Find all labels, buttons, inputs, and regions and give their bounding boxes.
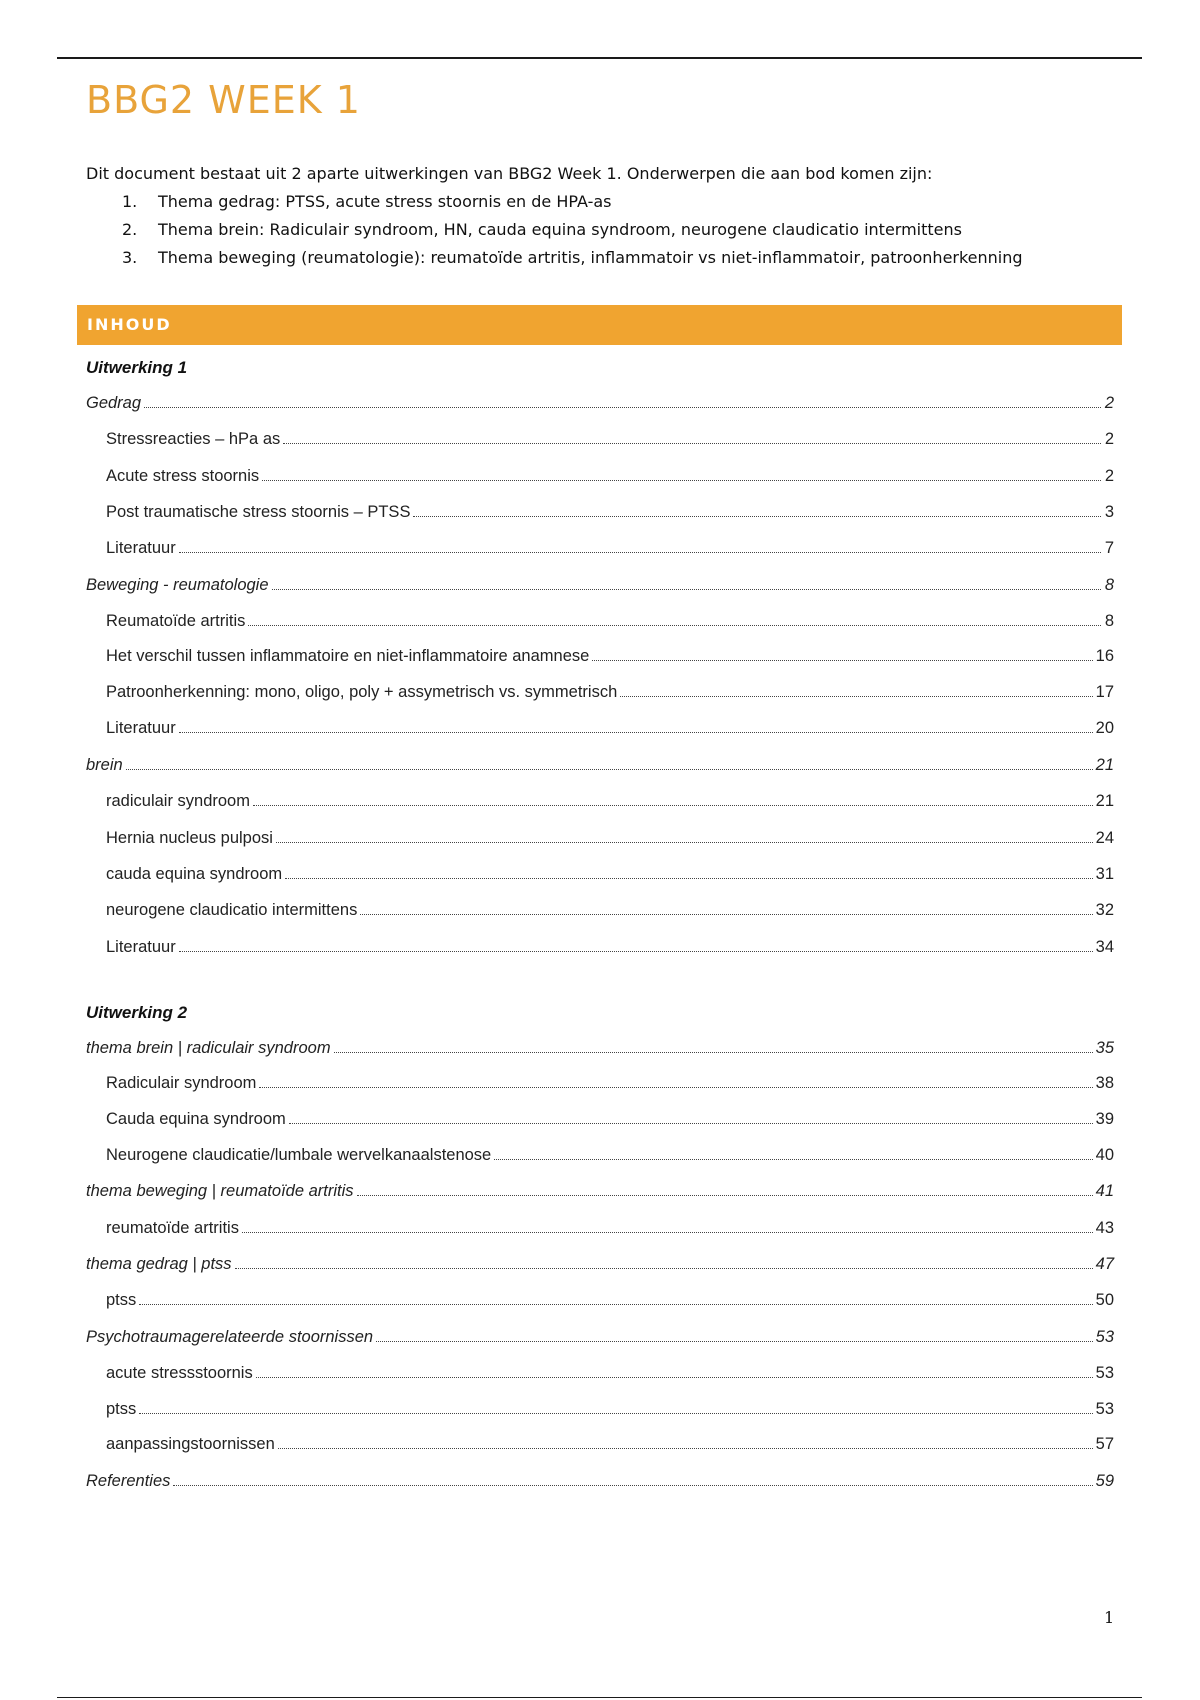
toc-leader — [360, 914, 1092, 915]
toc-entry[interactable] — [106, 612, 1114, 631]
toc-entry-label: aanpassingstoornissen — [106, 1435, 275, 1453]
toc-entry-page: 16 — [1095, 647, 1114, 665]
toc-entry-label: Literatuur — [106, 938, 176, 956]
toc-entry-label: Literatuur — [106, 539, 176, 557]
toc-entry-label: thema beweging | reumatoïde artritis — [86, 1182, 354, 1200]
toc-leader — [376, 1341, 1093, 1342]
toc-leader — [173, 1485, 1092, 1486]
toc-entry-label: Hernia nucleus pulposi — [106, 829, 273, 847]
topic-item — [122, 192, 1023, 220]
toc-entry-label: Reumatoïde artritis — [106, 612, 246, 630]
toc-entry[interactable] — [86, 576, 1114, 595]
toc-entry-label: thema brein | radiculair syndroom — [86, 1039, 331, 1057]
toc-leader — [289, 1123, 1093, 1124]
toc-entry-page: 50 — [1095, 1291, 1114, 1309]
toc-entry-page: 43 — [1095, 1219, 1114, 1237]
toc-entry[interactable] — [106, 467, 1114, 486]
toc-entry-page: 59 — [1095, 1472, 1114, 1490]
toc-leader — [413, 516, 1101, 517]
bottom-rule — [57, 1697, 1142, 1698]
toc-entry-page: 8 — [1104, 612, 1114, 630]
toc-entry-page: 2 — [1104, 467, 1114, 485]
toc-entry-label: cauda equina syndroom — [106, 865, 283, 883]
toc-entry[interactable] — [106, 719, 1114, 738]
toc-entry-label: neurogene claudicatio intermittens — [106, 901, 358, 919]
toc-entry-page: 21 — [1095, 792, 1114, 810]
topic-text: Thema beweging (reumatologie): reumatoïde artritis, inflammatoir vs niet-inflammatoir, patroonherkenning — [158, 248, 1023, 267]
toc-leader — [592, 660, 1092, 661]
toc-entry-label: thema gedrag | ptss — [86, 1255, 232, 1273]
toc-leader — [285, 878, 1093, 879]
intro-text: Dit document bestaat uit 2 aparte uitwerkingen van BBG2 Week 1. Onderwerpen die aan bod komen zijn: — [86, 164, 933, 183]
toc-entry[interactable] — [106, 792, 1114, 811]
toc-entry[interactable] — [106, 1146, 1114, 1165]
top-rule — [57, 57, 1142, 59]
toc-entry-label: Psychotraumagerelateerde stoornissen — [86, 1328, 374, 1346]
topic-item — [122, 220, 1023, 248]
toc-entry-label: ptss — [106, 1291, 137, 1309]
toc-entry-label: brein — [86, 756, 123, 774]
toc-entry-label: Cauda equina syndroom — [106, 1110, 286, 1128]
toc-entry[interactable] — [106, 1219, 1114, 1238]
toc-entry-label: Gedrag — [86, 394, 142, 412]
toc-entry[interactable] — [106, 829, 1114, 848]
toc-entry[interactable] — [106, 539, 1114, 558]
toc-leader — [276, 842, 1093, 843]
topic-item — [122, 248, 1023, 276]
toc-leader — [235, 1268, 1093, 1269]
toc-leader — [126, 769, 1093, 770]
toc-entry-page: 20 — [1095, 719, 1114, 737]
toc-entry-label: Beweging - reumatologie — [86, 576, 269, 594]
toc-entry-page: 3 — [1104, 503, 1114, 521]
toc-leader — [253, 805, 1093, 806]
toc-entry-label: Stressreacties – hPa as — [106, 430, 281, 448]
toc-entry[interactable] — [106, 1291, 1114, 1310]
toc-entry-page: 24 — [1095, 829, 1114, 847]
toc-leader — [278, 1448, 1093, 1449]
toc-leader — [179, 732, 1093, 733]
toc-leader — [259, 1087, 1092, 1088]
toc-leader — [334, 1052, 1093, 1053]
toc-entry[interactable] — [106, 938, 1114, 957]
topic-number: 3. — [122, 248, 138, 267]
toc-leader — [139, 1304, 1092, 1305]
toc-entry-page: 57 — [1095, 1435, 1114, 1453]
toc-leader — [144, 407, 1101, 408]
toc-entry-page: 35 — [1095, 1039, 1114, 1057]
toc-entry[interactable] — [106, 865, 1114, 884]
toc-entry[interactable] — [106, 683, 1114, 702]
toc-entry-label: Referenties — [86, 1472, 171, 1490]
toc-entry[interactable] — [106, 1400, 1114, 1419]
toc-leader — [179, 951, 1093, 952]
toc-entry-label: Radiculair syndroom — [106, 1074, 257, 1092]
toc-group-heading: Uitwerking 1 — [86, 358, 188, 377]
toc-entry-page: 38 — [1095, 1074, 1114, 1092]
toc-entry-page: 8 — [1104, 576, 1114, 594]
toc-entry[interactable] — [106, 503, 1114, 522]
toc-leader — [262, 480, 1101, 481]
toc-entry-page: 39 — [1095, 1110, 1114, 1128]
toc-entry-page: 53 — [1095, 1328, 1114, 1346]
toc-entry[interactable] — [86, 1255, 1114, 1274]
toc-entry-label: Het verschil tussen inflammatoire en niet-inflammatoire anamnese — [106, 647, 590, 665]
toc-leader — [179, 552, 1101, 553]
toc-leader — [256, 1377, 1093, 1378]
toc-leader — [242, 1232, 1093, 1233]
toc-entry-page: 2 — [1104, 394, 1114, 412]
topic-number: 2. — [122, 220, 138, 239]
toc-leader — [357, 1195, 1093, 1196]
toc-entry[interactable] — [106, 1364, 1114, 1383]
toc-heading-bar: INHOUD — [77, 305, 1122, 345]
toc-entry-label: radiculair syndroom — [106, 792, 250, 810]
toc-entry[interactable] — [106, 1110, 1114, 1129]
toc-entry-label: Neurogene claudicatie/lumbale wervelkanaalstenose — [106, 1146, 492, 1164]
toc-entry-label: reumatoïde artritis — [106, 1219, 239, 1237]
toc-entry-label: acute stressstoornis — [106, 1364, 253, 1382]
toc-entry-label: Post traumatische stress stoornis – PTSS — [106, 503, 411, 521]
toc-leader — [283, 443, 1101, 444]
toc-entry[interactable] — [106, 1435, 1114, 1454]
toc-leader — [139, 1413, 1092, 1414]
toc-entry[interactable] — [86, 756, 1114, 775]
toc-entry-page: 47 — [1095, 1255, 1114, 1273]
toc-entry[interactable] — [86, 1039, 1114, 1058]
toc-entry-page: 53 — [1095, 1364, 1114, 1382]
toc-entry-label: Patroonherkenning: mono, oligo, poly + assymetrisch vs. symmetrisch — [106, 683, 618, 701]
toc-entry[interactable] — [106, 647, 1114, 666]
toc-entry-page: 53 — [1095, 1400, 1114, 1418]
toc-entry-page: 2 — [1104, 430, 1114, 448]
toc-entry-label: ptss — [106, 1400, 137, 1418]
toc-leader — [620, 696, 1092, 697]
topic-number: 1. — [122, 192, 138, 211]
toc-entry-page: 21 — [1095, 756, 1114, 774]
toc-entry-page: 31 — [1095, 865, 1114, 883]
toc-leader — [248, 625, 1101, 626]
toc-entry-label: Literatuur — [106, 719, 176, 737]
toc-entry[interactable] — [106, 430, 1114, 449]
toc-entry-page: 7 — [1104, 539, 1114, 557]
toc-entry[interactable] — [86, 1328, 1114, 1347]
page-number: 1 — [1104, 1608, 1115, 1627]
topic-text: Thema gedrag: PTSS, acute stress stoornis en de HPA-as — [158, 192, 612, 211]
topic-text: Thema brein: Radiculair syndroom, HN, cauda equina syndroom, neurogene claudicatio intermittens — [158, 220, 962, 239]
toc-entry-page: 17 — [1095, 683, 1114, 701]
toc-group-heading: Uitwerking 2 — [86, 1003, 188, 1022]
toc-leader — [272, 589, 1101, 590]
topic-list — [122, 192, 1023, 276]
toc-entry[interactable] — [86, 1182, 1114, 1201]
toc-entry[interactable] — [86, 1472, 1114, 1491]
toc-entry[interactable] — [106, 901, 1114, 920]
toc-entry[interactable] — [106, 1074, 1114, 1093]
toc-entry[interactable] — [86, 394, 1114, 413]
toc-entry-page: 41 — [1095, 1182, 1114, 1200]
document-title: BBG2 WEEK 1 — [86, 78, 361, 122]
toc-leader — [494, 1159, 1092, 1160]
toc-entry-page: 34 — [1095, 938, 1114, 956]
toc-entry-page: 32 — [1095, 901, 1114, 919]
toc-entry-page: 40 — [1095, 1146, 1114, 1164]
toc-entry-label: Acute stress stoornis — [106, 467, 260, 485]
